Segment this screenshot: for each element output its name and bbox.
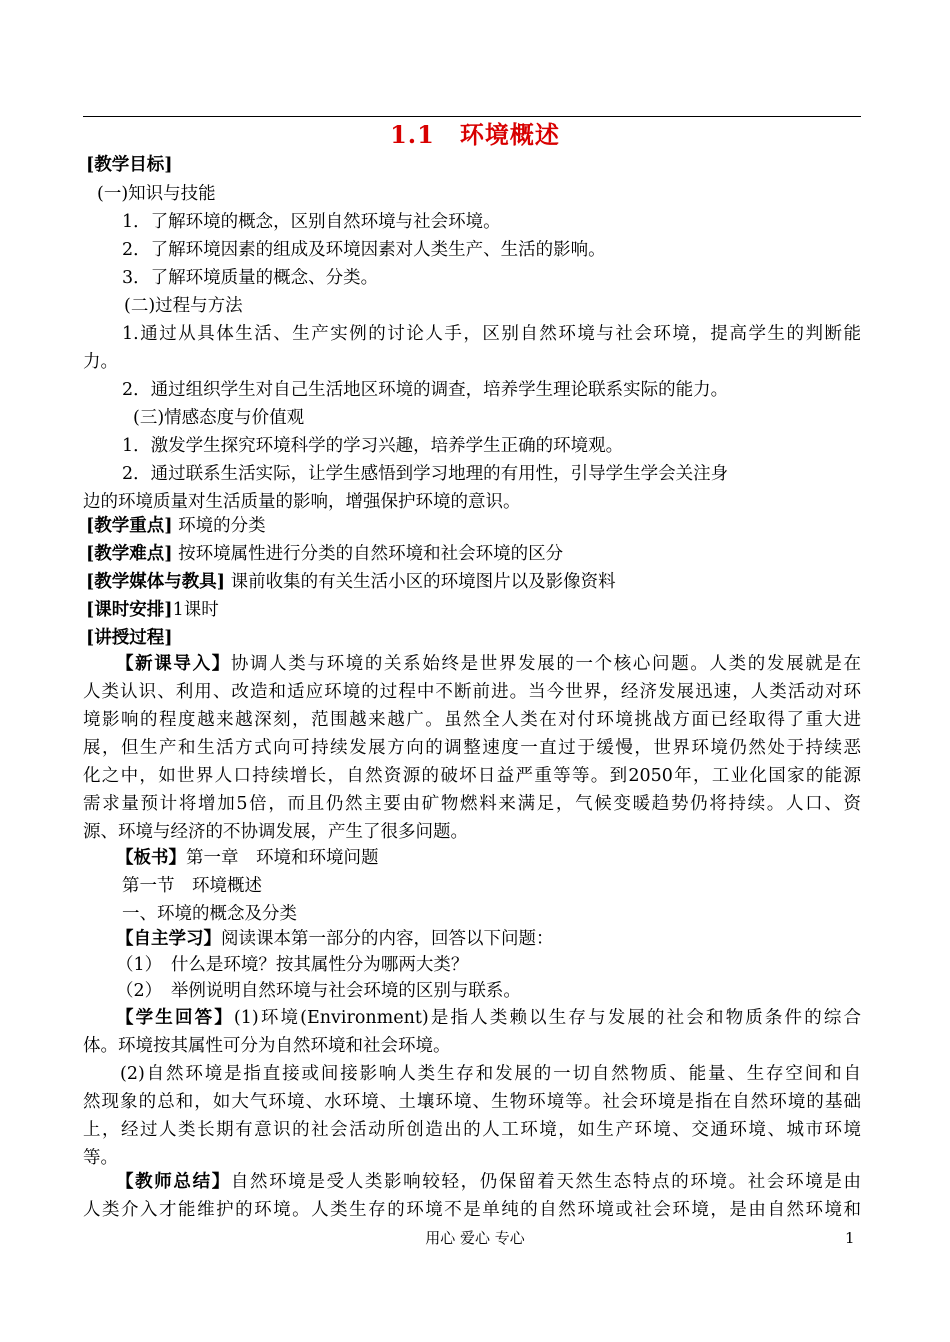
intro-text-1: 协调人类与环境的关系始终是世界发展的一个核心问题。人类的发展就是在 xyxy=(230,654,862,674)
summary-line-1 xyxy=(116,1168,861,1196)
summary-label: 【教师总结】 xyxy=(116,1172,231,1192)
knowledge-item-1: 1．了解环境的概念，区别自然环境与社会环境。 xyxy=(122,212,501,232)
answer-label: 【学生回答】 xyxy=(116,1008,234,1028)
intro-line-7: 源、环境与经济的不协调发展，产生了很多问题。 xyxy=(83,822,468,842)
board-section: 第一节 环境概述 xyxy=(122,876,262,896)
schedule-row xyxy=(86,596,864,624)
difficulty-label: [教学难点] xyxy=(86,544,173,564)
emotion-item-2-cont: 边的环境质量对生活质量的影响，增强保护环境的意识。 xyxy=(83,492,521,512)
process-item-1-cont: 力。 xyxy=(83,352,118,372)
self-study-label: 【自主学习】 xyxy=(116,929,221,949)
process-item-1: 1.通过从具体生活、生产实例的讨论人手，区别自然环境与社会环境，提高学生的判断能 xyxy=(122,324,861,344)
summary-text-1: 自然环境是受人类影响较轻，仍保留着天然生态特点的环境。社会环境是由 xyxy=(230,1172,862,1192)
answer-line-3: (2)自然环境是指直接或间接影响人类生存和发展的一切自然物质、能量、生存空间和自 xyxy=(120,1064,861,1084)
knowledge-heading: (一)知识与技能 xyxy=(97,184,216,204)
answer-line-5: 上，经过人类长期有意识的社会活动所创造出的人工环境，如生产环境、交通环境、城市环境 xyxy=(83,1120,861,1140)
intro-label: 【新课导入】 xyxy=(116,654,231,674)
self-study-row xyxy=(116,925,894,953)
board-subsection: 一、环境的概念及分类 xyxy=(122,904,297,924)
intro-line-1 xyxy=(116,650,861,678)
emotion-item-1: 1．激发学生探究环境科学的学习兴趣，培养学生正确的环境观。 xyxy=(122,436,624,456)
intro-line-4: 展，但生产和生活方式向可持续发展方向的调整速度一直过于缓慢，世界环境仍然处于持续恶 xyxy=(83,738,861,758)
knowledge-item-2: 2．了解环境因素的组成及环境因素对人类生产、生活的影响。 xyxy=(122,240,606,260)
self-study-text: 阅读课本第一部分的内容，回答以下问题： xyxy=(221,929,554,949)
board-label: 【板书】 xyxy=(116,848,186,868)
intro-line-3: 境影响的程度越来越深刻，范围越来越广。虽然全人类在对付环境挑战方面已经取得了重大进 xyxy=(83,710,861,730)
knowledge-item-3: 3．了解环境质量的概念、分类。 xyxy=(122,268,379,288)
self-study-q1: （1） 什么是环境？按其属性分为哪两大类？ xyxy=(116,955,469,975)
media-label: [教学媒体与教具] xyxy=(86,572,226,592)
self-study-q2: （2） 举例说明自然环境与社会环境的区别与联系。 xyxy=(116,981,521,1001)
summary-line-2: 人类介入才能维护的环境。人类生存的环境不是单纯的自然环境或社会环境，是由自然环境和 xyxy=(83,1200,861,1220)
answer-line-1 xyxy=(116,1004,861,1032)
answer-line-6: 等。 xyxy=(83,1148,118,1168)
process-item-2: 2．通过组织学生对自己生活地区环境的调查，培养学生理论联系实际的能力。 xyxy=(122,380,729,400)
key-point-row xyxy=(86,512,864,540)
answer-line-2: 体。环境按其属性可分为自然环境和社会环境。 xyxy=(83,1036,451,1056)
emotion-heading: (三)情感态度与价值观 xyxy=(133,408,305,428)
footer-motto: 用心 爱心 专心 xyxy=(425,1229,525,1247)
board-chapter: 第一章 环境和环境问题 xyxy=(186,848,379,868)
process-heading: [讲授过程] xyxy=(86,628,173,648)
header-rule xyxy=(83,116,861,117)
media-row xyxy=(86,568,864,596)
schedule-text: 1课时 xyxy=(172,600,219,620)
emotion-item-2: 2．通过联系生活实际，让学生感悟到学习地理的有用性，引导学生学会关注身 xyxy=(122,464,729,484)
key-point-label: [教学重点] xyxy=(86,516,173,536)
intro-line-2: 人类认识、利用、改造和适应环境的过程中不断前进。当今世界，经济发展迅速，人类活动对环 xyxy=(83,682,861,702)
intro-line-5: 化之中，如世界人口持续增长，自然资源的破坏日益严重等等。到2050年，工业化国家的能源 xyxy=(83,766,861,786)
answer-line-4: 然现象的总和，如大气环境、水环境、土壤环境、生物环境等。社会环境是指在自然环境的基础 xyxy=(83,1092,861,1112)
answer-text-1: (1)环境(Environment)是指人类赖以生存与发展的社会和物质条件的综合 xyxy=(233,1008,861,1028)
page-number: 1 xyxy=(845,1229,855,1247)
board-row xyxy=(116,844,894,872)
schedule-label: [课时安排] xyxy=(86,600,173,620)
key-point-text: 环境的分类 xyxy=(178,516,266,536)
page-title: 1.1 环境概述 xyxy=(390,120,560,149)
intro-line-6: 需求量预计将增加5倍，而且仍然主要由矿物燃料来满足，气候变暖趋势仍将持续。人口、资 xyxy=(83,794,861,814)
difficulty-text: 按环境属性进行分类的自然环境和社会环境的区分 xyxy=(178,544,564,564)
goals-heading: [教学目标] xyxy=(86,155,173,175)
media-text: 课前收集的有关生活小区的环境图片以及影像资料 xyxy=(230,572,616,592)
process-method-heading: (二)过程与方法 xyxy=(124,296,243,316)
difficulty-row xyxy=(86,540,864,568)
